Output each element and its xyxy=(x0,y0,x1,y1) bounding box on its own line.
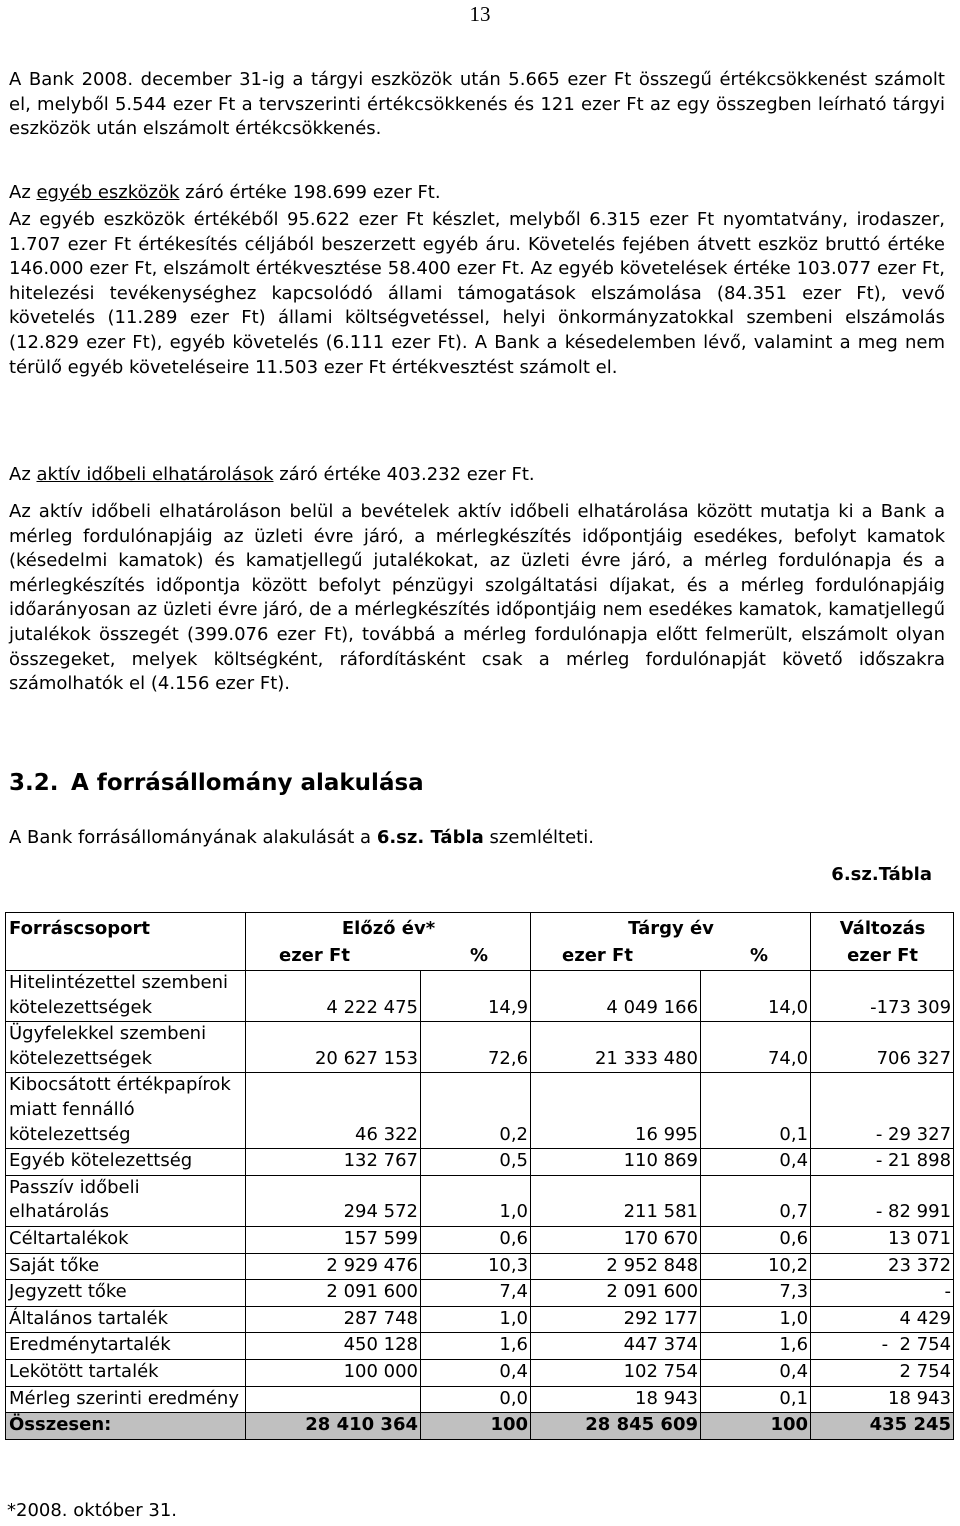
change-value: - 21 898 xyxy=(811,1149,954,1176)
change-value: - 82 991 xyxy=(811,1175,954,1226)
prev-value: 20 627 153 xyxy=(246,1022,421,1073)
section-number: 3.2. xyxy=(9,770,59,796)
prev-percent: 100 xyxy=(421,1413,531,1440)
table-caption: 6.sz.Tábla xyxy=(831,864,932,885)
row-label: Kibocsátott értékpapírok miatt fennálló kötelezettség xyxy=(6,1073,246,1149)
change-value: -173 309 xyxy=(811,971,954,1022)
change-value: 4 429 xyxy=(811,1306,954,1333)
change-value: 706 327 xyxy=(811,1022,954,1073)
prev-value: 450 128 xyxy=(246,1333,421,1360)
curr-value: 447 374 xyxy=(531,1333,701,1360)
row-label: Saját tőke xyxy=(6,1253,246,1280)
paragraph-depreciation: A Bank 2008. december 31-ig a tárgyi eszközök után 5.665 ezer Ft összegű értékcsökkenést számolt el, melyből 5.544 ezer Ft a tervszerinti értékcsökkenés és 121 ezer Ft az egy összegben leírható tárgyi eszközök után elszámolt értékcsökkenés. xyxy=(9,69,945,140)
table-row xyxy=(6,1359,954,1386)
row-label: Ügyfelekkel szembeni kötelezettségek xyxy=(6,1022,246,1073)
prev-value: 28 410 364 xyxy=(246,1413,421,1440)
curr-value: 110 869 xyxy=(531,1149,701,1176)
term-accruals: aktív időbeli elhatárolások xyxy=(36,464,274,485)
row-label: Jegyzett tőke xyxy=(6,1280,246,1307)
prev-percent: 0,0 xyxy=(421,1386,531,1413)
curr-value: 18 943 xyxy=(531,1386,701,1413)
header-curr-year: Tárgy év ezer Ft % xyxy=(531,913,811,971)
prev-percent: 7,4 xyxy=(421,1280,531,1307)
header-group: Forráscsoport xyxy=(6,913,246,971)
prev-value: 2 929 476 xyxy=(246,1253,421,1280)
prev-percent: 0,2 xyxy=(421,1073,531,1149)
table-total-row xyxy=(6,1413,954,1440)
table-row xyxy=(6,971,954,1022)
prev-percent: 1,6 xyxy=(421,1333,531,1360)
change-value: 2 754 xyxy=(811,1359,954,1386)
prev-percent: 1,0 xyxy=(421,1175,531,1226)
row-label: Lekötött tartalék xyxy=(6,1359,246,1386)
header-prev-year: Előző év* ezer Ft % xyxy=(246,913,531,971)
prev-value xyxy=(246,1386,421,1413)
prev-percent: 10,3 xyxy=(421,1253,531,1280)
prev-value: 46 322 xyxy=(246,1073,421,1149)
table-row xyxy=(6,1175,954,1226)
page-number: 13 xyxy=(469,2,491,26)
curr-percent: 0,1 xyxy=(701,1386,811,1413)
curr-percent: 0,4 xyxy=(701,1149,811,1176)
row-label: Passzív időbeli elhatárolás xyxy=(6,1175,246,1226)
curr-percent: 14,0 xyxy=(701,971,811,1022)
prev-value: 4 222 475 xyxy=(246,971,421,1022)
curr-percent: 0,4 xyxy=(701,1359,811,1386)
change-value: - xyxy=(811,1280,954,1307)
paragraph-other-assets-closing: Az egyéb eszközök záró értéke 198.699 ezer Ft. xyxy=(9,182,441,203)
curr-value: 2 952 848 xyxy=(531,1253,701,1280)
table-row xyxy=(6,1022,954,1073)
section-title: A forrásállomány alakulása xyxy=(71,770,424,796)
table-reference: 6.sz. Tábla xyxy=(376,827,484,848)
section-heading xyxy=(9,770,424,796)
prev-percent: 0,6 xyxy=(421,1226,531,1253)
paragraph-other-assets-detail: Az egyéb eszközök értékéből 95.622 ezer Ft készlet, melyből 6.315 ezer Ft nyomtatvány, irodaszer, 1.707 ezer Ft értékesítés céljából beszerzett egyéb áru. Követelés fejében átvett eszköz bruttó értéke 146.000 ezer Ft, elszámolt értékvesztése 58.400 ezer Ft. Az egyéb követelések értéke 103.077 ezer Ft, hitelezési tevékenységhez kapcsolódó állami támogatások elszámolása (84.351 ezer Ft), vevő követelés (11.289 ezer Ft) állami költségvetéssel, helyi önkormányzatokkal szembeni elszámolás (12.829 ezer Ft), egyéb követelés (6.111 ezer Ft). A Bank a késedelemben lévő, valamint a meg nem térülő egyéb követeléseire 11.503 ezer Ft értékvesztést számolt el. xyxy=(9,209,945,378)
prev-value: 294 572 xyxy=(246,1175,421,1226)
table-row xyxy=(6,1333,954,1360)
header-change: Változás ezer Ft xyxy=(811,913,954,971)
funding-sources-table xyxy=(5,912,954,1440)
change-value: 18 943 xyxy=(811,1386,954,1413)
curr-value: 102 754 xyxy=(531,1359,701,1386)
prev-percent: 1,0 xyxy=(421,1306,531,1333)
curr-value: 211 581 xyxy=(531,1175,701,1226)
row-label: Mérleg szerinti eredmény xyxy=(6,1386,246,1413)
footnote: *2008. október 31. xyxy=(7,1500,178,1521)
curr-percent: 7,3 xyxy=(701,1280,811,1307)
term-other-assets: egyéb eszközök xyxy=(36,182,180,203)
change-value: 23 372 xyxy=(811,1253,954,1280)
prev-value: 100 000 xyxy=(246,1359,421,1386)
prev-value: 2 091 600 xyxy=(246,1280,421,1307)
paragraph-accruals-closing: Az aktív időbeli elhatárolások záró értéke 403.232 ezer Ft. xyxy=(9,464,535,485)
table-row xyxy=(6,1280,954,1307)
curr-value: 21 333 480 xyxy=(531,1022,701,1073)
prev-value: 132 767 xyxy=(246,1149,421,1176)
table-header-row xyxy=(6,913,954,971)
table-row xyxy=(6,1073,954,1149)
curr-percent: 10,2 xyxy=(701,1253,811,1280)
change-value: 13 071 xyxy=(811,1226,954,1253)
curr-value: 28 845 609 xyxy=(531,1413,701,1440)
curr-value: 16 995 xyxy=(531,1073,701,1149)
change-value: - 2 754 xyxy=(811,1333,954,1360)
curr-value: 2 091 600 xyxy=(531,1280,701,1307)
table-row xyxy=(6,1226,954,1253)
table-row xyxy=(6,1306,954,1333)
curr-percent: 74,0 xyxy=(701,1022,811,1073)
paragraph-accruals-detail: Az aktív időbeli elhatároláson belül a bevételek aktív időbeli elhatárolása között mutatja ki a Bank a mérleg fordulónapjáig az üzleti évre járó, a mérlegkészítés időpontjáig esedékes, befolyt kamatok (késedelmi kamatok) és kamatjellegű jutalékokat, az üzleti évre járó, a mérleg fordulónapja és a mérlegkészítés időpontja között befolyt pénzügyi szolgáltatási díjakat, és a mérleg fordulónapjáig időarányosan az üzleti évre járó, de a mérlegkészítés időpontjáig nem esedékes kamatok, kamatjellegű jutalékok összegét (399.076 ezer Ft), továbbá a mérleg fordulónapja előtt felmerült, elszámolt olyan összegeket, melyek költségként, ráfordításként csak a mérleg fordulónapját követő időszakra számolhatók el (4.156 ezer Ft). xyxy=(9,501,945,695)
prev-value: 287 748 xyxy=(246,1306,421,1333)
table-intro: A Bank forrásállományának alakulását a 6.sz. Tábla szemlélteti. xyxy=(9,827,594,848)
prev-percent: 14,9 xyxy=(421,971,531,1022)
prev-value: 157 599 xyxy=(246,1226,421,1253)
curr-percent: 1,0 xyxy=(701,1306,811,1333)
table-row xyxy=(6,1149,954,1176)
curr-value: 170 670 xyxy=(531,1226,701,1253)
curr-percent: 0,1 xyxy=(701,1073,811,1149)
row-label: Céltartalékok xyxy=(6,1226,246,1253)
change-value: 435 245 xyxy=(811,1413,954,1440)
change-value: - 29 327 xyxy=(811,1073,954,1149)
curr-percent: 0,7 xyxy=(701,1175,811,1226)
row-label: Hitelintézettel szembeni kötelezettségek xyxy=(6,971,246,1022)
curr-value: 4 049 166 xyxy=(531,971,701,1022)
table-row xyxy=(6,1253,954,1280)
row-label: Egyéb kötelezettség xyxy=(6,1149,246,1176)
prev-percent: 0,4 xyxy=(421,1359,531,1386)
table-row xyxy=(6,1386,954,1413)
curr-value: 292 177 xyxy=(531,1306,701,1333)
prev-percent: 0,5 xyxy=(421,1149,531,1176)
curr-percent: 100 xyxy=(701,1413,811,1440)
curr-percent: 0,6 xyxy=(701,1226,811,1253)
curr-percent: 1,6 xyxy=(701,1333,811,1360)
row-label: Eredménytartalék xyxy=(6,1333,246,1360)
prev-percent: 72,6 xyxy=(421,1022,531,1073)
row-label: Általános tartalék xyxy=(6,1306,246,1333)
row-label: Összesen: xyxy=(6,1413,246,1440)
